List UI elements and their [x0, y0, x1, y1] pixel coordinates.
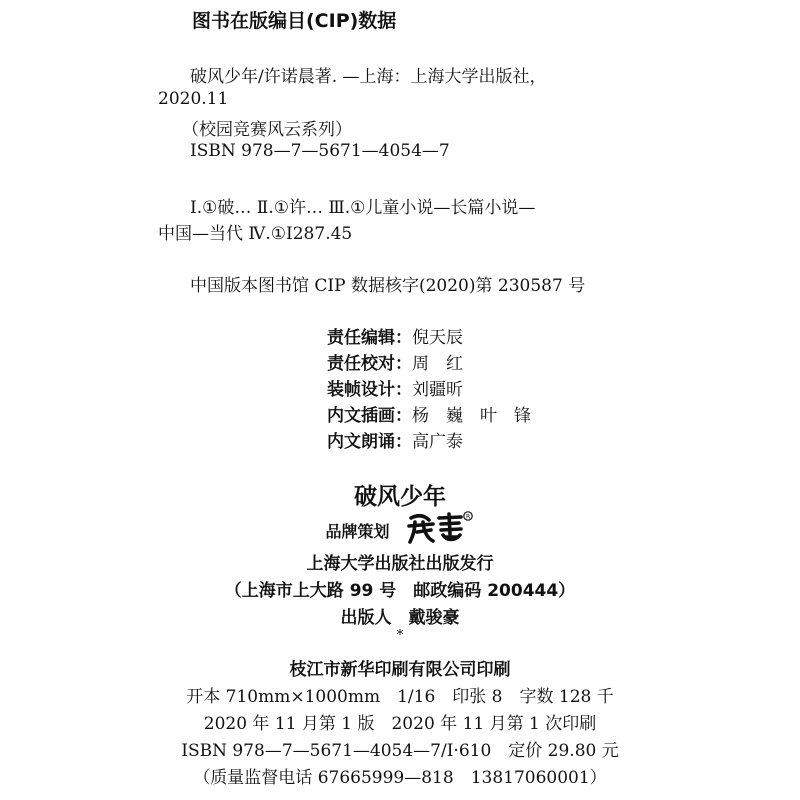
publisher-person: 出版人 戴骏豪 — [340, 608, 460, 628]
staff-row — [327, 323, 463, 348]
staff-value: 高广泰 — [412, 432, 463, 452]
staff-value: 倪天辰 — [412, 328, 463, 348]
format-line: 开本 710mm×1000mm 1/16 印张 8 字数 128 千 — [186, 687, 614, 707]
staff-row — [327, 349, 463, 374]
cip-line-1: 破风少年/许诺晨著. —上海：上海大学出版社， — [190, 67, 547, 87]
cip-line-6: 中国—当代 Ⅳ.①I287.45 — [158, 224, 353, 244]
separator-asterisk: * — [396, 628, 404, 643]
cip-heading: 图书在版编目(CIP)数据 — [192, 10, 397, 32]
brand-logo — [405, 510, 475, 550]
brand-row — [0, 510, 800, 550]
cip-line-4: ISBN 978—7—5671—4054—7 — [190, 141, 450, 161]
staff-label: 责任校对： — [327, 354, 412, 374]
hotline-line: （质量监督电话 67665999—818 13817060001） — [193, 768, 607, 788]
brand-logo-mark — [405, 510, 475, 546]
publisher-line: 上海大学出版社出版发行 — [306, 554, 494, 574]
cip-line-3: （校园竞赛风云系列） — [182, 120, 352, 140]
cip-line-2: 2020.11 — [158, 89, 229, 109]
brand-label: 品牌策划 — [325, 521, 390, 541]
staff-row — [327, 401, 531, 426]
staff-label: 内文插画： — [327, 406, 412, 426]
printer-line: 枝江市新华印刷有限公司印刷 — [289, 660, 511, 680]
cip-line-7: 中国版本图书馆 CIP 数据核字(2020)第 230587 号 — [190, 276, 586, 296]
staff-value: 周 红 — [412, 354, 463, 374]
svg-text:R: R — [465, 513, 470, 521]
staff-label: 装帧设计： — [327, 380, 412, 400]
book-title: 破风少年 — [354, 484, 446, 510]
cip-line-5: Ⅰ.①破… Ⅱ.①许… Ⅲ.①儿童小说—长篇小说— — [190, 198, 536, 218]
staff-value: 刘疆昕 — [412, 380, 463, 400]
staff-row — [327, 375, 463, 400]
staff-value: 杨 巍 叶 锋 — [412, 406, 531, 426]
staff-row — [327, 427, 463, 452]
staff-label: 内文朗诵： — [327, 432, 412, 452]
edition-line: 2020 年 11 月第 1 版 2020 年 11 月第 1 次印刷 — [203, 714, 597, 734]
publisher-address: （上海市上大路 99 号 邮政编码 200444） — [224, 581, 576, 601]
staff-label: 责任编辑： — [327, 328, 412, 348]
isbn-price-line: ISBN 978—7—5671—4054—7/I·610 定价 29.80 元 — [181, 741, 619, 761]
